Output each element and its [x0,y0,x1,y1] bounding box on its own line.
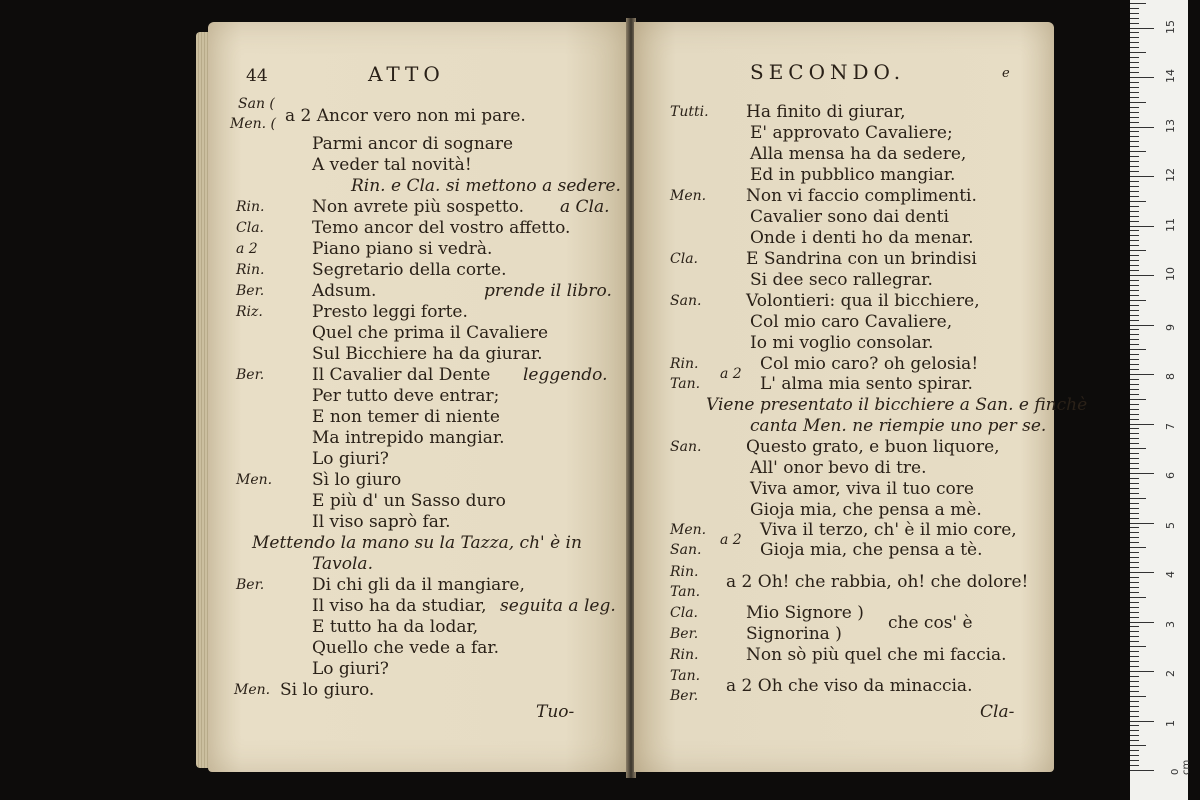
ruler-tick [1130,483,1139,484]
left-page-line: Si lo giuro. [280,680,375,700]
right-page-line: E' approvato Cavaliere; [750,123,953,143]
ruler-tick [1130,221,1139,222]
ruler-tick [1130,706,1139,707]
right-page-line: Questo grato, e buon liquore, [746,437,1000,457]
ruler-tick [1130,131,1139,132]
ruler-tick [1130,161,1139,162]
ruler-tick [1130,97,1139,98]
left-page-line: Rin. [236,199,265,215]
ruler-tick [1130,622,1154,623]
left-page-line: Rin. [236,262,265,278]
ruler-tick [1130,250,1146,251]
ruler-tick [1130,631,1139,632]
ruler-tick [1130,562,1139,563]
ruler-number: 10 [1164,267,1177,281]
ruler-tick [1130,206,1139,207]
ruler-number: 1 [1164,719,1177,727]
left-page-line: Men. ( [230,116,276,132]
ruler-tick [1130,127,1154,128]
ruler-tick [1130,503,1139,504]
ruler-tick [1130,750,1139,751]
ruler-tick [1130,463,1139,464]
ruler-tick [1130,701,1139,702]
ruler-tick [1130,151,1146,152]
right-page-line: Rin. [670,564,699,580]
ruler-tick [1130,379,1139,380]
ruler-tick [1130,498,1146,499]
ruler-tick [1130,725,1139,726]
ruler-tick [1130,181,1139,182]
ruler-tick [1130,334,1139,335]
catchword-right: Cla- [980,702,1015,722]
left-page-line: Ber. [236,283,265,299]
left-page-line: Lo giuri? [312,659,389,679]
ruler-tick [1130,617,1139,618]
ruler-tick [1130,740,1139,741]
right-page-line: Tan. [670,584,701,600]
right-page-line: L' alma mia sento spirar. [760,374,973,394]
ruler-tick [1130,488,1139,489]
ruler-tick [1130,72,1139,73]
ruler-tick [1130,745,1146,746]
right-page-line: Non vi faccio complimenti. [746,186,977,206]
right-page-line: Cla. [670,605,698,621]
ruler-tick [1130,513,1139,514]
right-page-line: Mio Signore ) [746,603,864,623]
right-page-line: Io mi voglio consolar. [750,333,934,353]
ruler-tick [1130,255,1139,256]
right-page-line: Viva amor, viva il tuo core [750,479,974,499]
ruler-tick [1130,359,1139,360]
ruler-tick [1130,735,1139,736]
ruler-tick [1130,384,1139,385]
ruler-tick [1130,28,1154,29]
ruler-tick [1130,166,1139,167]
ruler-tick [1130,171,1139,172]
right-page-line: Ha finito di giurar, [746,102,906,122]
right-page-line: Tan. [670,668,701,684]
ruler-tick [1130,67,1139,68]
left-page-line: E tutto ha da lodar, [312,617,479,637]
ruler-tick [1130,443,1139,444]
ruler-tick [1130,117,1139,118]
ruler-number: 12 [1164,168,1177,182]
ruler-tick [1130,567,1139,568]
ruler-tick [1130,468,1139,469]
right-page-line: Ber. [670,688,699,704]
ruler-tick [1130,146,1139,147]
right-page-line: Alla mensa ha da sedere, [750,144,967,164]
ruler-tick [1130,557,1139,558]
ruler-tick [1130,245,1139,246]
ruler-tick [1130,374,1154,375]
ruler-number: 9 [1164,323,1177,331]
left-page-line: Adsum. [312,281,377,301]
ruler-tick [1130,681,1139,682]
ruler-number: 6 [1164,472,1177,479]
ruler-tick [1130,721,1154,722]
right-page-line: Rin. [670,356,699,372]
right-page-line: Men. [670,522,707,538]
ruler-tick [1130,141,1139,142]
ruler-number: 7 [1164,422,1177,430]
catchword-left: Tuo- [536,702,575,722]
left-page-line: seguita a leg. [500,596,616,616]
left-page-line: Sul Bicchiere ha da giurar. [312,344,543,364]
left-page-line: Il Cavalier dal Dente [312,365,491,385]
ruler-tick [1130,552,1139,553]
ruler-tick [1130,661,1139,662]
ruler-tick [1130,592,1139,593]
right-page-line: Cla. [670,251,698,267]
ruler-tick [1130,582,1139,583]
left-page-line: Ber. [236,577,265,593]
ruler-number: 8 [1164,373,1177,380]
left-page-line: Rin. e Cla. si mettono a sedere. [351,176,621,196]
left-page-line: a 2 Ancor vero non mi pare. [285,106,526,126]
ruler-tick [1130,13,1139,14]
ruler-tick [1130,711,1139,712]
ruler-tick [1130,122,1139,123]
left-page-line: Temo ancor del vostro affetto. [312,218,571,238]
left-page-line: Men. [236,472,273,488]
ruler-tick [1130,87,1139,88]
ruler-tick [1130,344,1139,345]
ruler-tick [1130,211,1139,212]
left-page-line: Presto leggi forte. [312,302,468,322]
ruler-tick [1130,493,1139,494]
ruler-tick [1130,686,1139,687]
left-page-line: Piano piano si vedrà. [312,239,493,259]
ruler-unit-label: 0 cm [1170,759,1192,775]
left-page-line: Mettendo la mano su la Tazza, ch' è in [252,533,582,553]
page-number: 44 [246,66,268,86]
left-page-line: a 2 [236,241,258,257]
left-page-line: Quel che prima il Cavaliere [312,323,549,343]
ruler-tick [1130,57,1139,58]
right-page-line: San. [670,293,702,309]
ruler-tick [1130,369,1139,370]
ruler-number: 11 [1164,217,1177,232]
ruler-tick [1130,508,1139,509]
ruler-tick [1130,339,1139,340]
ruler-tick [1130,295,1139,296]
right-page-line: Tutti. [670,104,709,120]
right-page-line: a 2 [720,366,742,382]
ruler-tick [1130,646,1146,647]
ruler-tick [1130,107,1139,108]
left-page-line: Sì lo giuro [312,470,402,490]
ruler-tick [1130,305,1139,306]
ruler-tick [1130,542,1139,543]
ruler-tick [1130,156,1139,157]
right-page-line: Onde i denti ho da menar. [750,228,974,248]
ruler-tick [1130,275,1154,276]
ruler-tick [1130,8,1139,9]
right-page-line: Viene presentato il bicchiere a San. e finchè [706,395,1088,415]
left-page-line: Riz. [236,304,263,320]
ruler-tick [1130,676,1139,677]
ruler-tick [1130,602,1139,603]
running-header-right: SECONDO. [750,60,906,84]
ruler-tick [1130,280,1139,281]
right-page-line: Ed in pubblico mangiar. [750,165,956,185]
right-page-line: che cos' è [888,613,973,633]
left-page-line: Il viso ha da studiar, [312,596,487,616]
ruler-number: 5 [1164,521,1177,529]
ruler-tick [1130,409,1139,410]
open-book [196,18,1088,778]
ruler-tick [1130,285,1139,286]
ruler-tick [1130,478,1139,479]
left-page-line: A veder tal novità! [312,155,472,175]
left-page-line: E non temer di niente [312,407,500,427]
ruler-number: 13 [1164,118,1177,133]
ruler-tick [1130,325,1154,326]
ruler-tick [1130,656,1139,657]
right-page-line: E Sandrina con un brindisi [746,249,977,269]
right-page-line: a 2 Oh che viso da minaccia. [726,676,973,696]
ruler-tick [1130,438,1139,439]
ruler-tick [1130,587,1139,588]
right-page-line: Ber. [670,626,699,642]
ruler-tick [1130,424,1154,425]
right-page-line: San. [670,542,702,558]
ruler-tick [1130,186,1139,187]
ruler-tick [1130,62,1139,63]
ruler-tick [1130,37,1139,38]
right-page [634,22,1088,772]
running-header-left: ATTO [368,62,445,86]
ruler-tick [1130,47,1139,48]
left-page [208,22,628,772]
ruler-tick [1130,755,1139,756]
ruler-tick [1130,523,1154,524]
left-page-line: Per tutto deve entrar; [312,386,500,406]
ruler-number: 4 [1164,571,1177,578]
ruler-tick [1130,364,1139,365]
left-page-line: San ( [238,96,275,112]
left-page-line: leggendo. [523,365,608,385]
ruler-tick [1130,18,1139,19]
right-page-line: Men. [670,188,707,204]
ruler-tick [1130,320,1139,321]
left-page-line: Di chi gli da il mangiare, [312,575,525,595]
ruler-tick [1130,102,1146,103]
ruler-tick [1130,607,1139,608]
ruler-tick [1130,765,1139,766]
ruler-tick [1130,196,1139,197]
right-page-line: Volontieri: qua il bicchiere, [746,291,980,311]
ruler-tick [1130,532,1139,533]
ruler-number: 15 [1164,19,1177,34]
ruler-tick [1130,230,1139,231]
ruler-tick [1130,226,1154,227]
ruler-tick [1130,191,1139,192]
ruler-tick [1130,696,1146,697]
ruler-tick [1130,473,1154,474]
right-page-line: a 2 Oh! che rabbia, oh! che dolore! [726,572,1029,592]
ruler-tick [1130,404,1139,405]
left-page-line: E più d' un Sasso duro [312,491,506,511]
ruler-tick [1130,547,1146,548]
signature-mark: e [1002,66,1010,81]
ruler-tick [1130,389,1139,390]
left-page-line: Parmi ancor di sognare [312,134,514,154]
ruler-tick [1130,626,1139,627]
ruler-tick [1130,572,1154,573]
left-page-line: Lo giuri? [312,449,389,469]
ruler-tick [1130,235,1139,236]
ruler-tick [1130,730,1139,731]
ruler-tick [1130,666,1139,667]
ruler-tick [1130,518,1139,519]
ruler-tick [1130,537,1139,538]
ruler-number: 14 [1164,69,1177,83]
ruler-tick [1130,691,1139,692]
ruler-tick [1130,433,1139,434]
right-page-line: Tan. [670,376,701,392]
right-page-line: Gioja mia, che pensa a tè. [760,540,983,560]
ruler-tick [1130,82,1139,83]
ruler-number: 3 [1164,620,1177,628]
right-page-line: Si dee seco rallegrar. [750,270,933,290]
right-page-line: Rin. [670,647,699,663]
right-page-line: Col mio caro Cavaliere, [750,312,953,332]
ruler-tick [1130,290,1139,291]
right-page-line: Signorina ) [746,624,842,644]
left-page-line: Il viso saprò far. [312,512,451,532]
ruler-tick [1130,216,1139,217]
measurement-ruler [1130,0,1192,800]
ruler-tick [1130,448,1146,449]
ruler-number: 2 [1164,670,1177,677]
ruler-tick [1130,42,1139,43]
left-page-line: Men. [234,682,271,698]
ruler-tick [1130,77,1154,78]
left-page-line: a Cla. [560,197,610,217]
right-page-line: Cavalier sono dai denti [750,207,949,227]
ruler-tick [1130,394,1139,395]
ruler-tick [1130,399,1146,400]
ruler-tick [1130,92,1139,93]
ruler-tick [1130,315,1139,316]
ruler-tick [1130,270,1139,271]
ruler-tick [1130,329,1139,330]
ruler-tick [1130,240,1139,241]
ruler-tick [1130,136,1139,137]
left-page-line: Ma intrepido mangiar. [312,428,505,448]
left-page-line: Ber. [236,367,265,383]
ruler-tick [1130,770,1154,771]
left-page-line: Quello che vede a far. [312,638,500,658]
ruler-tick [1130,577,1139,578]
right-page-line: All' onor bevo di tre. [750,458,927,478]
ruler-tick [1130,716,1139,717]
ruler-tick [1130,651,1139,652]
ruler-tick [1130,349,1146,350]
ruler-tick [1130,260,1139,261]
ruler-tick [1130,3,1146,4]
left-page-line: Tavola. [312,554,373,574]
right-page-line: canta Men. ne riempie uno per se. [750,416,1047,436]
ruler-tick [1130,300,1146,301]
left-page-line: prende il libro. [484,281,612,301]
ruler-tick [1130,32,1139,33]
ruler-tick [1130,419,1139,420]
ruler-tick [1130,265,1139,266]
ruler-tick [1130,641,1139,642]
right-page-line: Non sò più quel che mi faccia. [746,645,1007,665]
right-page-line: Gioja mia, che pensa a mè. [750,500,982,520]
left-page-line: Non avrete più sospetto. [312,197,524,217]
left-page-line: Cla. [236,220,264,236]
right-page-line: San. [670,439,702,455]
ruler-tick [1130,414,1139,415]
ruler-tick [1130,310,1139,311]
ruler-tick [1130,23,1139,24]
ruler-tick [1130,354,1139,355]
ruler-tick [1130,176,1154,177]
right-page-line: Col mio caro? oh gelosia! [760,354,979,374]
ruler-tick [1130,201,1146,202]
ruler-tick [1130,760,1139,761]
ruler-tick [1130,671,1154,672]
left-page-line: Segretario della corte. [312,260,507,280]
ruler-tick [1130,112,1139,113]
ruler-tick [1130,527,1139,528]
right-page-line: a 2 [720,532,742,548]
ruler-tick [1130,458,1139,459]
ruler-tick [1130,428,1139,429]
ruler-tick [1130,453,1139,454]
ruler-tick [1130,52,1146,53]
ruler-tick [1130,612,1139,613]
right-page-line: Viva il terzo, ch' è il mio core, [760,520,1017,540]
ruler-tick [1130,636,1139,637]
ruler-tick [1130,597,1146,598]
